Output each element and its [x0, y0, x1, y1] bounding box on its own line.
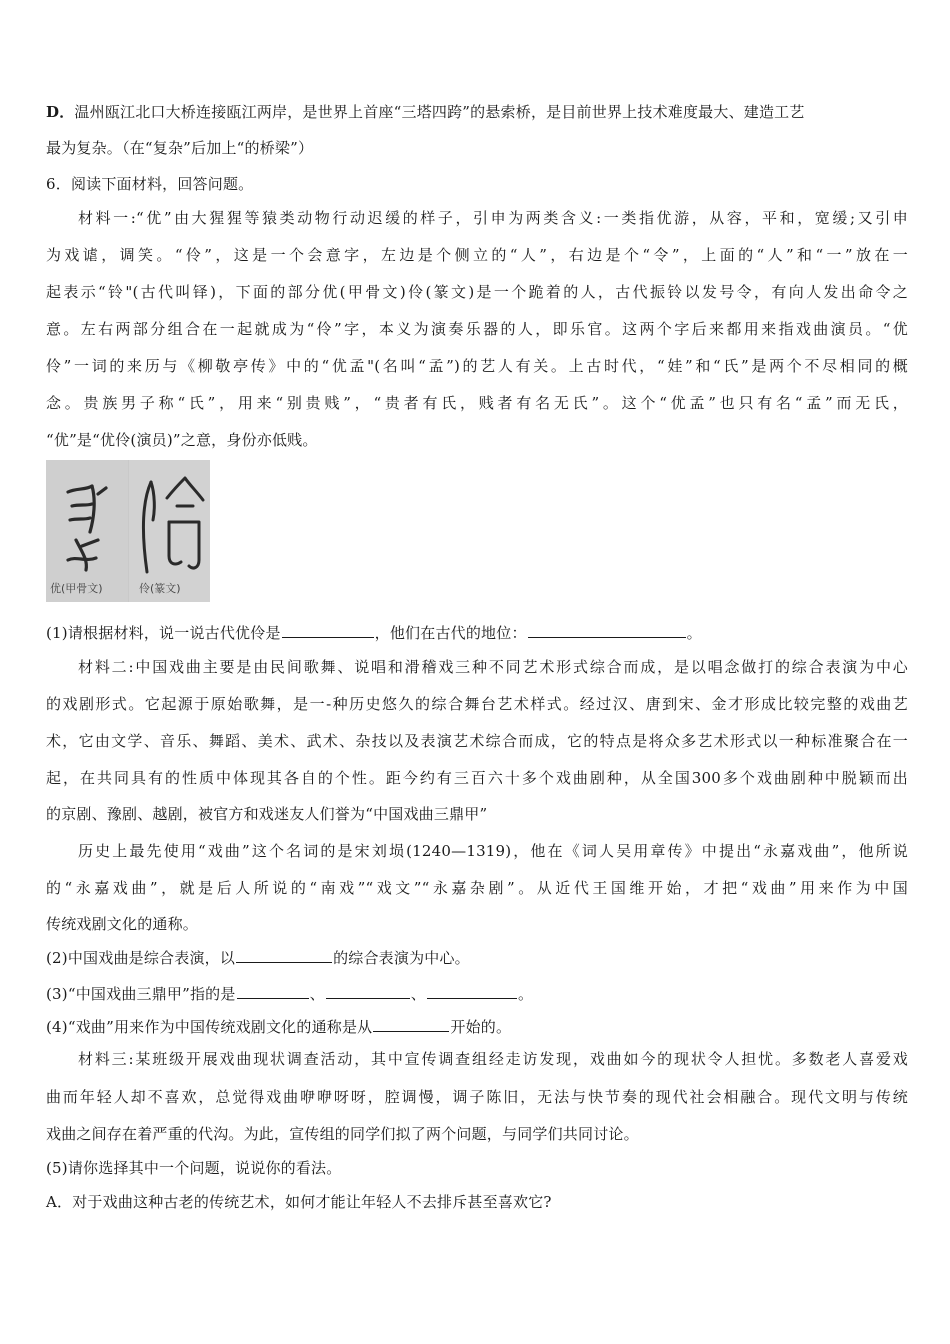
material-1-line: 起表示“铃"(古代叫铎)，下面的部分优(甲骨文)伶(篆文)是一个跪着的人，古代振铃以发号令，有向人发出命令之 — [46, 283, 908, 301]
material-2-line: 起，在共同具有的性质中体现其各自的个性。距今约有三百六十多个戏曲剧种，从全国300多个戏曲剧种中脱颖而出 — [46, 769, 908, 787]
answer-blank[interactable] — [237, 982, 309, 999]
seal-script-panel — [129, 460, 210, 602]
answer-blank[interactable] — [236, 946, 332, 963]
material-1-line: 意。左右两部分组合在一起就成为“伶”字，本义为演奏乐器的人，即乐官。这两个字后来都用来指戏曲演员。“优 — [46, 320, 908, 338]
answer-blank[interactable] — [282, 621, 374, 638]
material-1-line: 为戏谑，调笑。“伶”，这是一个会意字，左边是个侧立的“人”，右边是个“令”，上面的“人”和“一”放在一 — [46, 246, 908, 264]
material-2b-line: 的“永嘉戏曲”，就是后人所说的“南戏”“戏文”“永嘉杂剧”。从近代王国维开始，才把“戏曲”用来作为中国 — [46, 879, 908, 897]
sub-question-4: (4)“戏曲”用来作为中国传统戏剧文化的通称是从 开始的。 — [46, 1015, 908, 1038]
material-1-line: 材料一:“优”由大猩猩等猿类动物行动迟缓的样子，引申为两类含义:一类指优游，从容，平和，宽缓;又引申 — [78, 209, 908, 227]
figure-caption-left: 优(甲骨文) — [50, 582, 103, 595]
material-2b-line: 传统戏剧文化的通称。 — [46, 915, 199, 933]
material-2-line: 的京剧、豫剧、越剧，被官方和戏迷友人们誉为“中国戏曲三鼎甲” — [46, 805, 488, 823]
material-3-line: 曲而年轻人却不喜欢，总觉得戏曲咿咿呀呀，腔调慢，调子陈旧，无法与快节奏的现代社会相融合。现代文明与传统 — [46, 1088, 908, 1106]
material-1-line: 念。贵族男子称“氏”，用来“别贵贱”，“贵者有氏，贱者有名无氏”。这个“优孟”也只有名“孟”而无氏， — [46, 394, 908, 412]
ancient-characters-figure — [46, 460, 210, 602]
material-3-line: 戏曲之间存在着严重的代沟。为此，宣传组的同学们拟了两个问题，与同学们共同讨论。 — [46, 1125, 639, 1143]
question-6-title: 6．阅读下面材料，回答问题。 — [46, 175, 254, 193]
answer-blank[interactable] — [427, 982, 517, 999]
oracle-bone-panel — [46, 460, 128, 602]
option-d-line2: 最为复杂。（在“复杂”后加上“的桥梁”） — [46, 139, 314, 157]
material-1-line: “优”是“优伶(演员)”之意，身份亦低贱。 — [46, 431, 318, 449]
option-d-label: D． — [46, 103, 75, 121]
material-2b-line: 历史上最先使用“戏曲”这个名词的是宋刘埙(1240—1319)，他在《词人吴用章传》中提出“永嘉戏曲”，他所说 — [78, 842, 908, 860]
sub-question-5: (5)请你选择其中一个问题，说说你的看法。 — [46, 1159, 342, 1177]
material-1-line: 伶”一词的来历与《柳敬亭传》中的“优孟"(名叫“孟”)的艺人有关。上古时代，“娃”和“氏”是两个不尽相同的概 — [46, 357, 908, 375]
sub-question-3: (3)“中国戏曲三鼎甲”指的是 、 、 。 — [46, 982, 908, 1005]
material-3-line: 材料三:某班级开展戏曲现状调查活动，其中宣传调查组经走访发现，戏曲如今的现状令人担忧。多数老人喜爱戏 — [78, 1050, 908, 1068]
answer-blank[interactable] — [373, 1015, 449, 1032]
answer-blank[interactable] — [326, 982, 410, 999]
option-a: A．对于戏曲这种古老的传统艺术，如何才能让年轻人不去排斥甚至喜欢它? — [46, 1193, 552, 1211]
answer-blank[interactable] — [528, 621, 686, 638]
figure-caption-right: 伶(篆文) — [139, 582, 181, 595]
material-2-line: 术，它由文学、音乐、舞蹈、美术、武术、杂技以及表演艺术综合而成，它的特点是将众多艺术形式以一种标准聚合在一 — [46, 732, 908, 750]
sub-question-1: (1)请根据材料，说一说古代优伶是 ，他们在古代的地位： 。 — [46, 621, 908, 644]
sub-question-2: (2)中国戏曲是综合表演，以 的综合表演为中心。 — [46, 946, 908, 969]
option-d-line1: D．温州瓯江北口大桥连接瓯江两岸，是世界上首座“三塔四跨”的悬索桥，是目前世界上技术难度最大、建造工艺 — [46, 103, 805, 121]
material-2-line: 材料二:中国戏曲主要是由民间歌舞、说唱和滑稽戏三种不同艺术形式综合而成，是以唱念做打的综合表演为中心 — [78, 658, 908, 676]
material-2-line: 的戏剧形式。它起源于原始歌舞，是一-种历史悠久的综合舞台艺术样式。经过汉、唐到宋、金才形成比较完整的戏曲艺 — [46, 695, 908, 713]
